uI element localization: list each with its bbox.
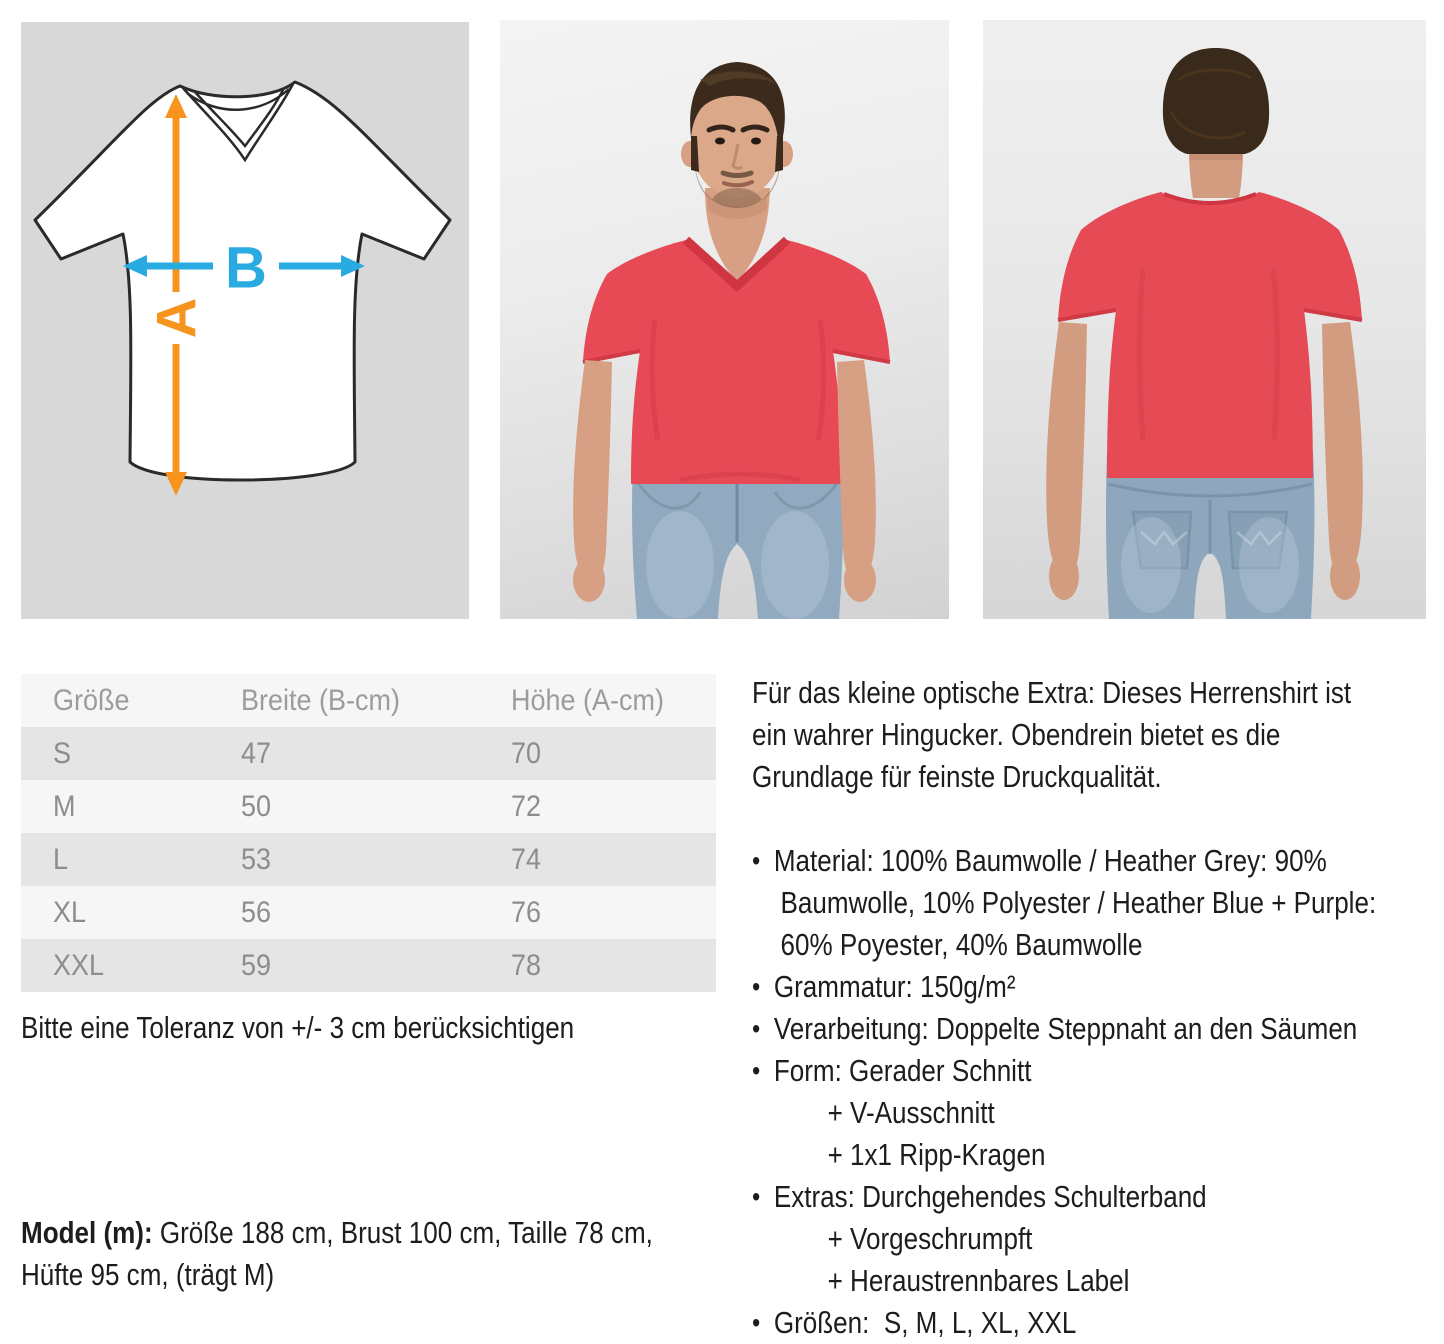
- table-header-cell: Größe: [53, 683, 130, 717]
- table-cell: M: [53, 789, 76, 823]
- bullet-icon: •: [752, 1307, 761, 1338]
- table-cell: XXL: [53, 948, 105, 982]
- spec-line: + Vorgeschrumpft: [827, 1221, 1033, 1256]
- size-table-body: [21, 727, 716, 992]
- model-info: [21, 1212, 760, 1296]
- back-model-illustration: [983, 20, 1426, 619]
- table-cell: XL: [53, 895, 87, 929]
- spec-line: Grammatur: 150g/m²: [773, 969, 1016, 1004]
- table-row: [21, 886, 716, 939]
- bullet-icon: •: [752, 845, 761, 876]
- intro-line: Für das kleine optische Extra: Dieses Herrenshirt ist: [752, 675, 1352, 710]
- spec-item: [752, 1008, 1441, 1050]
- height-label: A: [144, 297, 208, 339]
- bullet-icon: •: [752, 971, 761, 1002]
- table-row: [21, 727, 716, 780]
- spec-line: + Heraustrennbares Label: [827, 1263, 1130, 1298]
- spec-item: [752, 966, 1441, 1008]
- tolerance-note: [21, 1007, 735, 1049]
- model-front-photo: [500, 20, 949, 619]
- model-info-line1: [21, 1212, 760, 1254]
- front-head: [681, 62, 793, 208]
- description: [752, 672, 1441, 1344]
- spec-item: [752, 1176, 1441, 1302]
- spec-line: Form: Gerader Schnitt: [773, 1053, 1032, 1088]
- table-cell: 74: [511, 842, 542, 876]
- intro-line: ein wahrer Hingucker. Obendrein bietet es die: [752, 717, 1281, 752]
- spec-item: [752, 840, 1441, 966]
- bullet-icon: •: [752, 1055, 761, 1086]
- table-cell: 50: [241, 789, 272, 823]
- table-cell: 72: [511, 789, 542, 823]
- table-cell: 59: [241, 948, 272, 982]
- size-table: [21, 674, 716, 992]
- table-cell: 76: [511, 895, 542, 929]
- table-header-cell: Höhe (A-cm): [511, 683, 665, 717]
- spec-line: + 1x1 Ripp-Kragen: [827, 1137, 1046, 1172]
- spec-line: Verarbeitung: Doppelte Steppnaht an den Säumen: [773, 1011, 1358, 1046]
- table-cell: 56: [241, 895, 272, 929]
- spec-line: Baumwolle, 10% Polyester / Heather Blue + Purple:: [780, 885, 1377, 920]
- description-intro: [752, 672, 1441, 798]
- bullet-icon: •: [752, 1013, 761, 1044]
- table-cell: 47: [241, 736, 272, 770]
- table-header-cell: Breite (B-cm): [241, 683, 401, 717]
- back-head: [1163, 48, 1269, 154]
- spec-line: Größen: S, M, L, XL, XXL: [773, 1305, 1077, 1340]
- size-table-header-row: [21, 674, 716, 727]
- table-cell: S: [53, 736, 72, 770]
- spec-line: 60% Poyester, 40% Baumwolle: [780, 927, 1143, 962]
- table-cell: 53: [241, 842, 272, 876]
- size-diagram-svg: [21, 22, 469, 619]
- back-tshirt: [1058, 192, 1362, 478]
- width-label: B: [225, 235, 267, 301]
- tolerance-text: Bitte eine Toleranz von +/- 3 cm berücksichtigen: [21, 1010, 575, 1045]
- intro-line: Grundlage für feinste Druckqualität.: [752, 759, 1162, 794]
- spec-line: Material: 100% Baumwolle / Heather Grey: 90%: [773, 843, 1327, 878]
- table-cell: 70: [511, 736, 542, 770]
- spec-item: [752, 1302, 1441, 1344]
- model-info-text: Größe 188 cm, Brust 100 cm, Taille 78 cm,: [152, 1215, 653, 1250]
- spec-item: [752, 1050, 1441, 1176]
- bullet-icon: •: [752, 1181, 761, 1212]
- spec-line: Extras: Durchgehendes Schulterband: [773, 1179, 1207, 1214]
- table-row: [21, 780, 716, 833]
- table-row: [21, 939, 716, 992]
- table-row: [21, 833, 716, 886]
- model-info-label: Model (m):: [21, 1215, 153, 1250]
- model-info-line2: Hüfte 95 cm, (trägt M): [21, 1257, 275, 1292]
- model-back-photo: [983, 20, 1426, 619]
- size-diagram-panel: [21, 22, 469, 619]
- spec-list: [752, 840, 1441, 1344]
- spec-line: + V-Ausschnitt: [827, 1095, 995, 1130]
- table-cell: L: [53, 842, 69, 876]
- table-cell: 78: [511, 948, 542, 982]
- front-model-illustration: [500, 20, 949, 619]
